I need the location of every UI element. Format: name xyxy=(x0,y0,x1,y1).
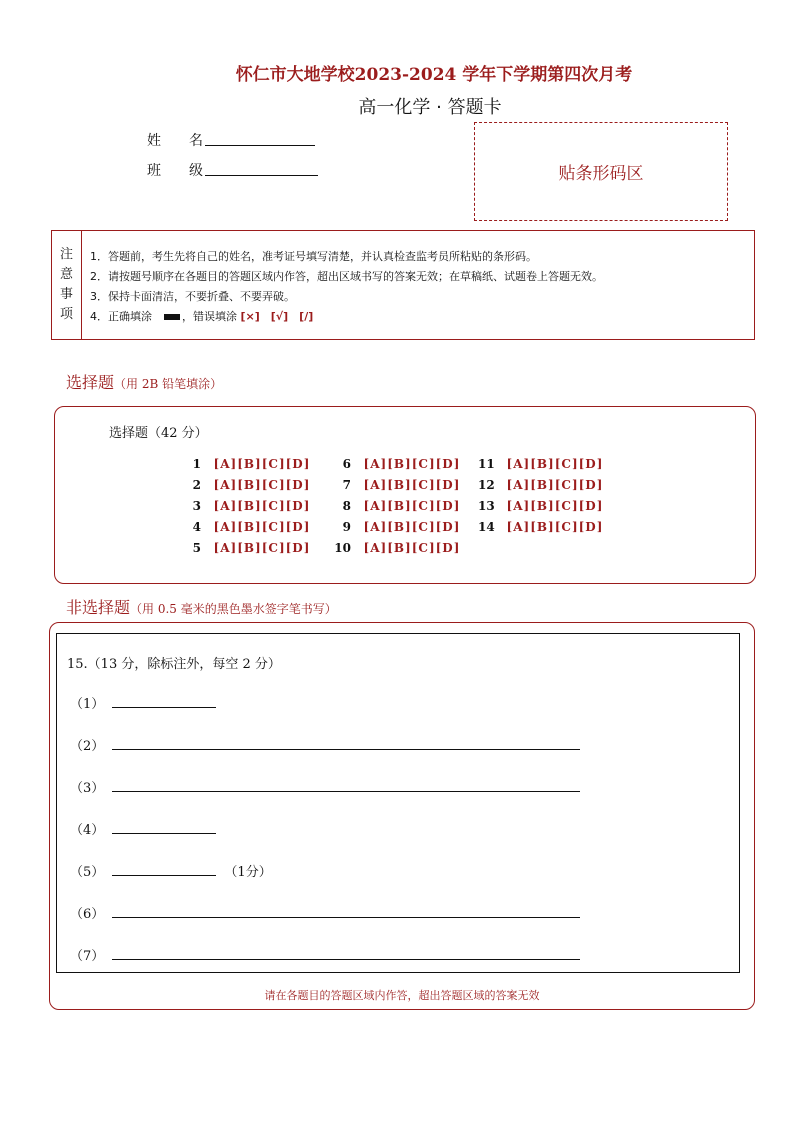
mc-question-row: 5 [A][B][C][D] xyxy=(189,538,310,559)
answer-row: （2） xyxy=(70,735,580,755)
answer-row: （6） xyxy=(70,903,580,923)
nonmc-section-title xyxy=(66,595,337,618)
answer-row: （1） xyxy=(70,693,216,713)
mc-box-label: 选择题（42 分） xyxy=(109,426,208,441)
notice-char: 注 xyxy=(59,247,73,262)
mc-question-row: 12 [A][B][C][D] xyxy=(478,475,603,496)
mc-options[interactable]: [A][B][C][D] xyxy=(363,520,461,534)
mc-box xyxy=(54,406,756,584)
card-subtitle: 高一化学 · 答题卡 xyxy=(358,97,502,118)
mc-column-1 xyxy=(189,454,310,559)
mc-column-3 xyxy=(478,454,603,538)
answer-row: （5） （1分） xyxy=(70,861,272,881)
mc-column-2 xyxy=(331,454,460,559)
notice-item-text: 4．正确填涂 xyxy=(90,310,152,323)
nonmc-outer-box xyxy=(49,622,755,1010)
mc-options[interactable]: [A][B][C][D] xyxy=(213,457,311,471)
answer-blank[interactable] xyxy=(112,735,580,750)
mc-question-row: 7 [A][B][C][D] xyxy=(331,475,460,496)
notice-char: 意 xyxy=(59,267,73,282)
answer-blank[interactable] xyxy=(112,903,580,918)
class-label: 班 级 xyxy=(147,163,203,179)
notice-side-label xyxy=(52,231,82,339)
notice-item xyxy=(90,307,603,327)
answer-blank[interactable] xyxy=(112,945,580,960)
mc-options[interactable]: [A][B][C][D] xyxy=(213,478,311,492)
name-field[interactable] xyxy=(205,130,315,146)
mc-question-row: 9 [A][B][C][D] xyxy=(331,517,460,538)
mc-question-row: 6 [A][B][C][D] xyxy=(331,454,460,475)
answer-blank[interactable] xyxy=(112,819,216,834)
wrong-fill-marks: [×] [√] [/] xyxy=(240,310,314,323)
name-label: 姓 名 xyxy=(147,133,203,149)
notice-box xyxy=(51,230,755,340)
class-field[interactable] xyxy=(205,160,318,176)
q15-answer-box xyxy=(56,633,740,973)
notice-item: 2．请按题号顺序在各题目的答题区域内作答，超出区域书写的答案无效；在草稿纸、试题卷上答题无效。 xyxy=(90,270,603,283)
mc-options[interactable]: [A][B][C][D] xyxy=(506,478,604,492)
mc-question-row: 4 [A][B][C][D] xyxy=(189,517,310,538)
notice-char: 项 xyxy=(59,307,73,322)
mc-options[interactable]: [A][B][C][D] xyxy=(213,541,311,555)
mc-note: （用 2B 铅笔填涂） xyxy=(114,377,223,391)
mc-options[interactable]: [A][B][C][D] xyxy=(506,499,604,513)
notice-items xyxy=(90,247,603,327)
barcode-label: 贴条形码区 xyxy=(558,164,644,184)
answer-blank[interactable] xyxy=(112,693,216,708)
mc-question-row: 13 [A][B][C][D] xyxy=(478,496,603,517)
mc-question-row: 2 [A][B][C][D] xyxy=(189,475,310,496)
answer-blank[interactable] xyxy=(112,861,216,876)
mc-options[interactable]: [A][B][C][D] xyxy=(506,457,604,471)
mc-question-row: 1 [A][B][C][D] xyxy=(189,454,310,475)
mc-question-row: 11 [A][B][C][D] xyxy=(478,454,603,475)
notice-char: 事 xyxy=(59,287,73,302)
wrong-fill-text: ，错误填涂 xyxy=(182,310,237,323)
barcode-area xyxy=(474,122,728,221)
mc-options[interactable]: [A][B][C][D] xyxy=(213,499,311,513)
nonmc-title: 非选择题 xyxy=(66,598,131,617)
q15-header: 15.（13 分，除标注外，每空 2 分） xyxy=(67,657,281,672)
mc-section-title xyxy=(66,370,222,393)
mc-options[interactable]: [A][B][C][D] xyxy=(363,499,461,513)
mc-options[interactable]: [A][B][C][D] xyxy=(506,520,604,534)
mc-options[interactable]: [A][B][C][D] xyxy=(363,457,461,471)
score-note: （1分） xyxy=(224,865,272,880)
notice-item: 3．保持卡面清洁，不要折叠、不要弄破。 xyxy=(90,290,295,303)
mc-options[interactable]: [A][B][C][D] xyxy=(213,520,311,534)
correct-fill-sample xyxy=(164,314,180,320)
answer-row: （7） xyxy=(70,945,580,965)
answer-area-footer: 请在各题目的答题区域内作答，超出答题区域的答案无效 xyxy=(264,989,540,1002)
answer-blank[interactable] xyxy=(112,777,580,792)
nonmc-note: （用 0.5 毫米的黑色墨水签字笔书写） xyxy=(130,602,337,616)
exam-title: 怀仁市大地学校2023-2024 学年下学期第四次月考 xyxy=(235,65,633,85)
answer-row: （3） xyxy=(70,777,580,797)
mc-question-row: 8 [A][B][C][D] xyxy=(331,496,460,517)
mc-options[interactable]: [A][B][C][D] xyxy=(363,541,461,555)
mc-question-row: 10 [A][B][C][D] xyxy=(331,538,460,559)
notice-item: 1．答题前，考生先将自己的姓名，准考证号填写清楚，并认真检查监考员所粘贴的条形码。 xyxy=(90,250,537,263)
mc-title: 选择题 xyxy=(66,373,115,392)
mc-options[interactable]: [A][B][C][D] xyxy=(363,478,461,492)
mc-question-row: 14 [A][B][C][D] xyxy=(478,517,603,538)
answer-row: （4） xyxy=(70,819,216,839)
mc-question-row: 3 [A][B][C][D] xyxy=(189,496,310,517)
